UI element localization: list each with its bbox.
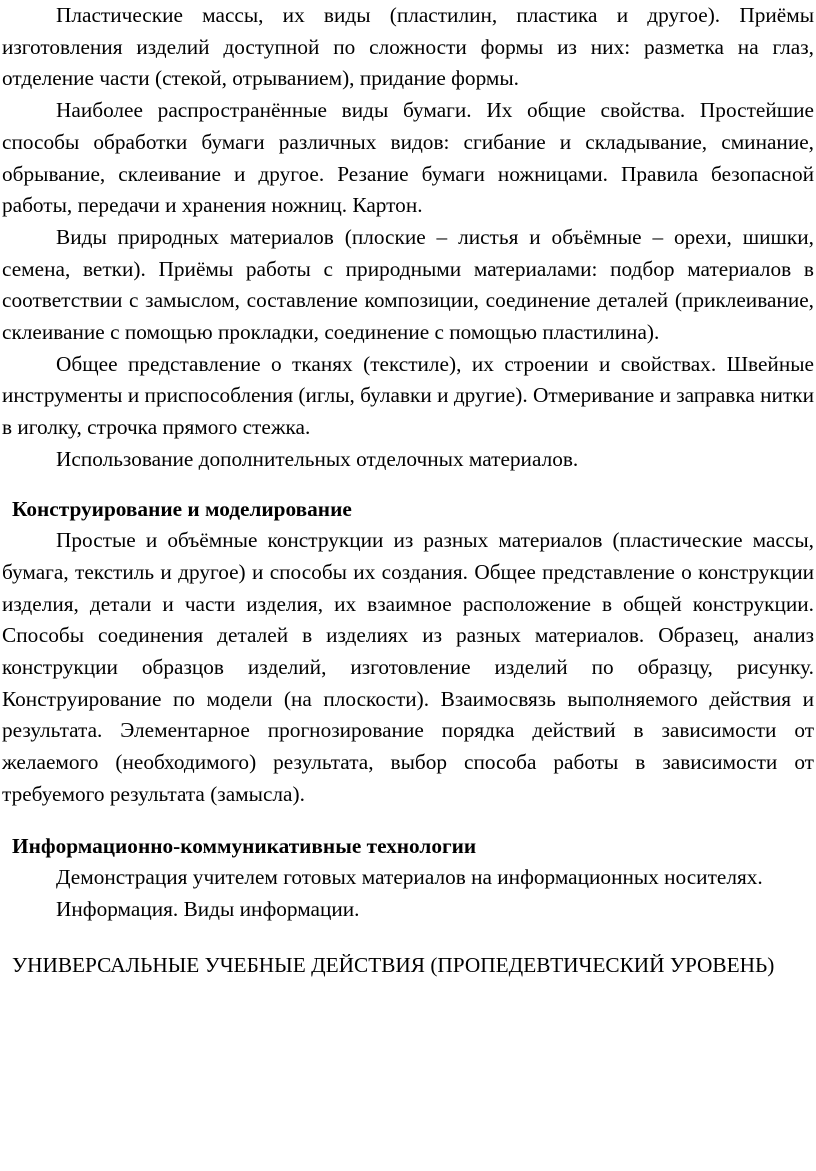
paragraph-construction: Простые и объёмные конструкции из разных материалов (пластические массы, бумага, текстиль и другое) и способы их создания. Общее представление о конструкции изделия, детали и части изделия, их взаимное расположение в общей конструкции. Способы соединения деталей в изделиях из разных материалов. Образец, анализ конструкции образцов изделий, изготовление изделий по образцу, рисунку. Конструирование по модели (на плоскости). Взаимосвязь выполняемого действия и результата. Элементарное прогнозирование порядка действий в зависимости от желаемого (необходимого) результата, выбор способа работы в зависимости от требуемого результата (замысла). [2, 528, 814, 806]
paragraph-paper-types: Наиболее распространённые виды бумаги. Их общие свойства. Простейшие способы обработки бумаги различных видов: сгибание и складывание, сминание, обрывание, склеивание и другое. Резание бумаги ножницами. Правила безопасной работы, передачи и хранения ножниц. Картон. [2, 98, 814, 218]
section-heading-construction: Конструирование и моделирование [12, 496, 352, 521]
paragraph-textiles: Общее представление о тканях (текстиле), их строении и свойствах. Швейные инструменты и приспособления (иглы, булавки и другие). Отмеривание и заправка нитки в иголку, строчка прямого стежка. [2, 351, 814, 440]
section-heading-ict: Информационно-коммуникативные технологии [12, 833, 477, 858]
closing-title: УНИВЕРСАЛЬНЫЕ УЧЕБНЫЕ ДЕЙСТВИЯ (ПРОПЕДЕВТИЧЕСКИЙ УРОВЕНЬ) [12, 952, 775, 977]
paragraph-natural-materials: Виды природных материалов (плоские – листья и объёмные – орехи, шишки, семена, ветки). Приёмы работы с природными материалами: подбор материалов в соответствии с замыслом, составление композиции, соединение деталей (приклеивание, склеивание с помощью прокладки, соединение с помощью пластилина). [2, 224, 814, 345]
paragraph-ict-info: Информация. Виды информации. [56, 896, 360, 921]
paragraph-finishing-materials: Использование дополнительных отделочных материалов. [56, 446, 579, 471]
paragraph-ict-demo: Демонстрация учителем готовых материалов на информационных носителях. [56, 865, 763, 890]
paragraph-plastic-materials: Пластические массы, их виды (пластилин, пластика и другое). Приёмы изготовления изделий доступной по сложности формы из них: разметка на глаз, отделение части (стекой, отрыванием), придание формы. [2, 3, 814, 91]
